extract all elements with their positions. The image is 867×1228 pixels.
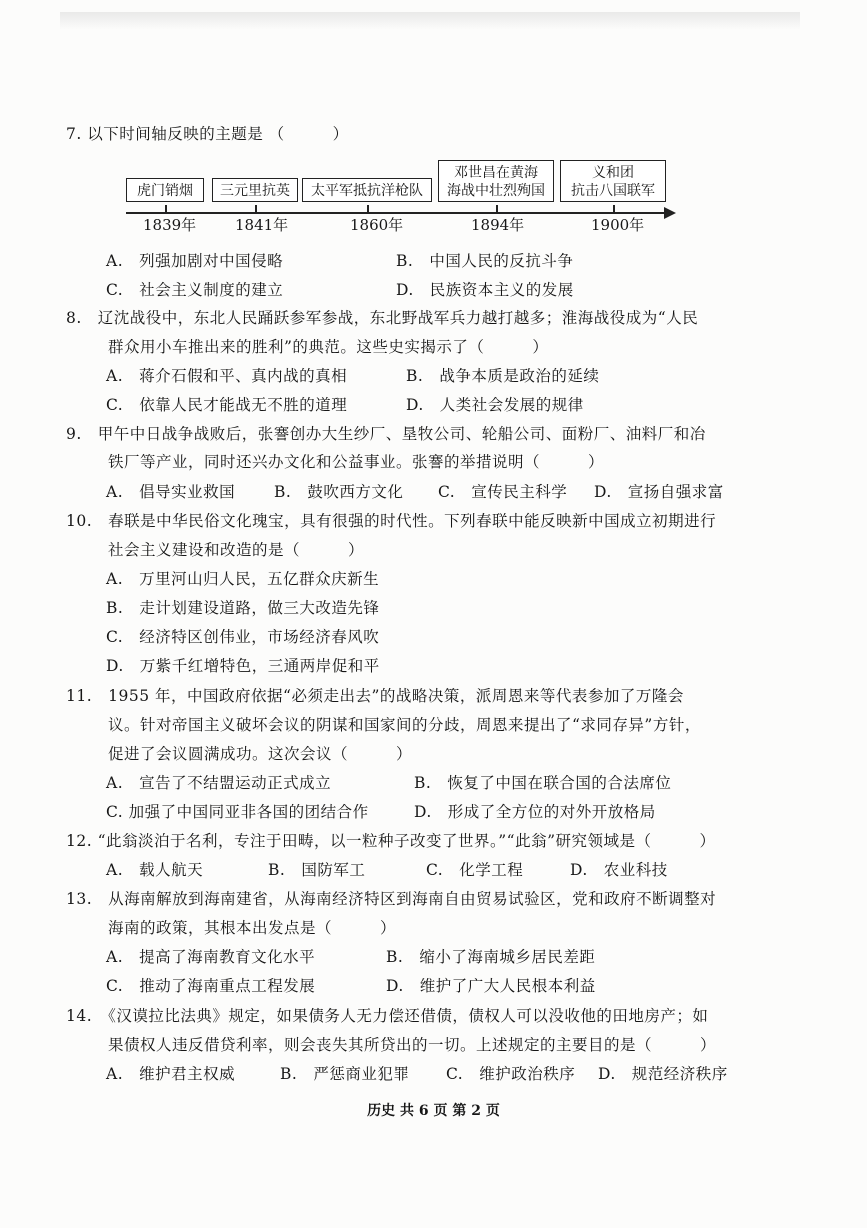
q7-option-b: B. 中国人民的反抗斗争 [396,252,574,270]
q10-option-b: B. 走计划建设道路，做三大改造先锋 [106,599,380,617]
q9-stem-line-1: 9. 甲午中日战争战败后，张謇创办大生纱厂、垦牧公司、轮船公司、面粉厂、油料厂和冶 [66,425,706,443]
q11-option-c: C. 加强了中国同亚非各国的团结合作 [106,803,369,821]
q10-option-d: D. 万紫千红增特色，三通两岸促和平 [106,657,380,675]
q10-option-c: C. 经济特区创伟业，市场经济春风吹 [106,628,380,646]
q8-stem-line-2: 群众用小车推出来的胜利”的典范。这些史实揭示了（ ） [108,338,549,356]
timeline-event-label: 太平军抵抗洋枪队 [311,183,423,199]
q12-option-d: D. 农业科技 [570,861,668,879]
timeline-event-3 [302,178,432,202]
q13-stem-line-2: 海南的政策，其根本出发点是（ ） [108,919,397,937]
timeline-event-label: 抗击八国联军 [571,183,655,199]
q9-stem-line-2: 铁厂等产业，同时还兴办文化和公益事业。张謇的举措说明（ ） [108,453,605,471]
q13-option-b: B. 缩小了海南城乡居民差距 [386,948,596,966]
q14-option-b: B. 严惩商业犯罪 [280,1065,410,1083]
q7-stem: 7. 以下时间轴反映的主题是 （ ） [66,125,349,143]
q11-stem-line-1: 11. 1955 年，中国政府依据“必须走出去”的战略决策，派周恩来等代表参加了万隆会 [66,687,684,705]
timeline-event-label: 义和团 [592,165,634,181]
page-footer: 历史 共 6 页 第 2 页 [367,1103,500,1119]
q14-option-a: A. 维护君主权威 [106,1065,236,1083]
q14-option-c: C. 维护政治秩序 [446,1065,576,1083]
q9-option-c: C. 宣传民主科学 [438,483,568,501]
timeline-tick [165,205,167,214]
q8-option-c: C. 依靠人民才能战无不胜的道理 [106,396,348,414]
timeline-tick [496,205,498,214]
q13-option-c: C. 推动了海南重点工程发展 [106,977,316,995]
q13-option-a: A. 提高了海南教育文化水平 [106,948,316,966]
q14-stem-line-2: 果债权人违反借贷利率，则会丧失其所贷出的一切。上述规定的主要目的是（ ） [108,1036,717,1054]
timeline-year: 1900年 [591,216,645,234]
timeline-year: 1839年 [143,216,197,234]
q10-option-a: A. 万里河山归人民，五亿群众庆新生 [106,570,380,588]
timeline-arrowhead [664,207,676,219]
q11-option-b: B. 恢复了中国在联合国的合法席位 [414,774,672,792]
q9-option-b: B. 鼓吹西方文化 [274,483,404,501]
timeline-event-2 [212,178,298,202]
q12-option-b: B. 国防军工 [268,861,366,879]
q10-stem-line-2: 社会主义建设和改造的是（ ） [108,541,365,559]
timeline-event-label: 虎门销烟 [137,183,193,199]
timeline-year: 1860年 [350,216,404,234]
q7-option-d: D. 民族资本主义的发展 [396,281,574,299]
q11-option-d: D. 形成了全方位的对外开放格局 [414,803,656,821]
q8-stem-line-1: 8. 辽沈战役中，东北人民踊跃参军参战，东北野战军兵力越打越多；淮海战役成为“人民 [66,309,699,327]
q10-stem-line-1: 10. 春联是中华民俗文化瑰宝，具有很强的时代性。下列春联中能反映新中国成立初期进行 [66,512,717,530]
timeline-tick [367,205,369,214]
timeline-event-1 [126,178,204,202]
q9-option-d: D. 宣扬自强求富 [594,483,724,501]
scan-shadow [60,12,800,30]
q11-stem-line-3: 促进了会议圆满成功。这次会议（ ） [108,745,413,763]
timeline-year: 1894年 [471,216,525,234]
q8-option-a: A. 蒋介石假和平、真内战的真相 [106,367,348,385]
q12-option-a: A. 载人航天 [106,861,204,879]
q13-option-d: D. 维护了广大人民根本利益 [386,977,596,995]
timeline-year: 1841年 [235,216,289,234]
q14-stem-line-1: 14. 《汉谟拉比法典》规定，如果债务人无力偿还借债，债权人可以没收他的田地房产；如 [66,1007,709,1025]
q8-option-d: D. 人类社会发展的规律 [406,396,584,414]
q11-stem-line-2: 议。针对帝国主义破坏会议的阴谋和国家间的分歧，周恩来提出了“求同存异”方针， [108,716,701,734]
q8-option-b: B. 战争本质是政治的延续 [406,367,600,385]
q7-option-c: C. 社会主义制度的建立 [106,281,284,299]
timeline-event-label: 三元里抗英 [220,183,290,199]
q12-option-c: C. 化学工程 [426,861,524,879]
timeline-tick [255,205,257,214]
q9-option-a: A. 倡导实业救国 [106,483,236,501]
timeline-event-4 [438,160,554,202]
q7-option-a: A. 列强加剧对中国侵略 [106,252,284,270]
timeline-event-label: 海战中壮烈殉国 [447,183,545,199]
q14-option-d: D. 规范经济秩序 [598,1065,728,1083]
timeline-tick [613,205,615,214]
q12-stem: 12. “此翁淡泊于名利，专注于田畴，以一粒种子改变了世界。”“此翁”研究领域是（ ） [66,832,716,850]
timeline-event-label: 邓世昌在黄海 [454,165,538,181]
timeline-event-5 [560,160,666,202]
q13-stem-line-1: 13. 从海南解放到海南建省，从海南经济特区到海南自由贸易试验区，党和政府不断调整对 [66,890,717,908]
q11-option-a: A. 宣告了不结盟运动正式成立 [106,774,332,792]
